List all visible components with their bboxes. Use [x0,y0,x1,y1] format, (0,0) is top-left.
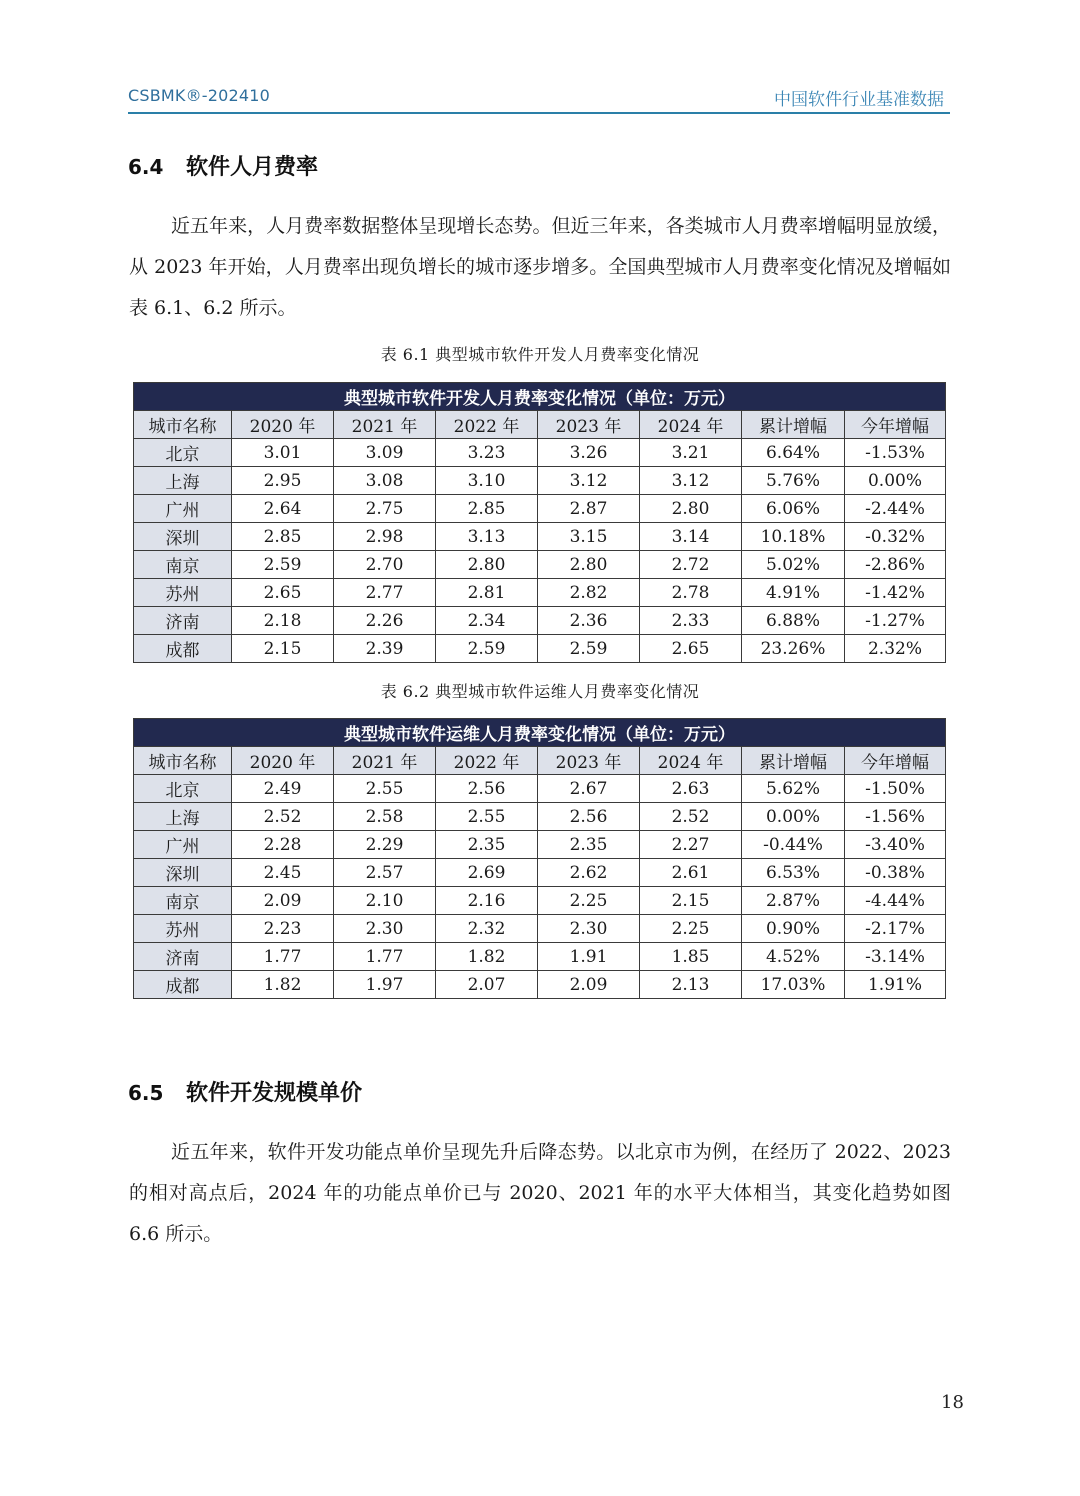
city-cell: 南京 [134,551,232,579]
city-cell: 苏州 [134,915,232,943]
value-cell: -1.56% [845,803,946,831]
value-cell: 2.58 [334,803,436,831]
value-cell: 2.25 [538,887,640,915]
value-cell: 2.87% [742,887,845,915]
value-cell: -0.32% [845,523,946,551]
value-cell: 4.91% [742,579,845,607]
value-cell: 2.18 [232,607,334,635]
table-row [134,635,946,663]
value-cell: 6.53% [742,859,845,887]
value-cell: 2.56 [436,775,538,803]
column-header: 累计增幅 [742,411,845,439]
table-row [134,831,946,859]
value-cell: 5.02% [742,551,845,579]
value-cell: 3.12 [538,467,640,495]
value-cell: -3.14% [845,943,946,971]
table-row [134,775,946,803]
column-header: 2022 年 [436,747,538,775]
value-cell: 2.34 [436,607,538,635]
value-cell: -1.27% [845,607,946,635]
table-row [134,439,946,467]
city-cell: 广州 [134,831,232,859]
city-cell: 北京 [134,775,232,803]
value-cell: 6.64% [742,439,845,467]
value-cell: -3.40% [845,831,946,859]
value-cell: 2.65 [232,579,334,607]
value-cell: 2.80 [640,495,742,523]
value-cell: 2.81 [436,579,538,607]
value-cell: 2.70 [334,551,436,579]
value-cell: 0.90% [742,915,845,943]
value-cell: -0.44% [742,831,845,859]
value-cell: 2.27 [640,831,742,859]
header-report-title: 中国软件行业基准数据 [774,90,944,110]
city-cell: 济南 [134,607,232,635]
value-cell: 3.10 [436,467,538,495]
section-title: 软件人月费率 [186,155,319,180]
table-6-1 [133,382,946,663]
value-cell: 2.55 [436,803,538,831]
value-cell: 2.77 [334,579,436,607]
column-header: 2023 年 [538,411,640,439]
value-cell: 0.00% [742,803,845,831]
value-cell: 2.30 [334,915,436,943]
table-row [134,943,946,971]
value-cell: -4.44% [845,887,946,915]
table-row [134,859,946,887]
value-cell: 3.14 [640,523,742,551]
table-6-1-caption: 表 6.1 典型城市软件开发人月费率变化情况 [380,345,700,364]
value-cell: 4.52% [742,943,845,971]
value-cell: 3.09 [334,439,436,467]
value-cell: 2.59 [538,635,640,663]
table-row [134,971,946,999]
value-cell: 3.26 [538,439,640,467]
page-number: 18 [941,1392,964,1413]
value-cell: 2.23 [232,915,334,943]
city-cell: 苏州 [134,579,232,607]
value-cell: 6.06% [742,495,845,523]
value-cell: 3.13 [436,523,538,551]
value-cell: 2.26 [334,607,436,635]
value-cell: 1.82 [232,971,334,999]
value-cell: 2.80 [436,551,538,579]
value-cell: 2.72 [640,551,742,579]
value-cell: 3.21 [640,439,742,467]
value-cell: 2.07 [436,971,538,999]
city-cell: 北京 [134,439,232,467]
value-cell: 2.45 [232,859,334,887]
value-cell: 2.69 [436,859,538,887]
column-header: 累计增幅 [742,747,845,775]
header-report-code: CSBMK®-202410 [128,86,271,105]
section-number: 6.4 [128,155,164,179]
value-cell: 5.76% [742,467,845,495]
city-cell: 上海 [134,803,232,831]
value-cell: 2.98 [334,523,436,551]
table-row [134,523,946,551]
value-cell: 6.88% [742,607,845,635]
city-cell: 成都 [134,971,232,999]
city-cell: 上海 [134,467,232,495]
column-header: 2024 年 [640,411,742,439]
column-header: 2023 年 [538,747,640,775]
value-cell: 2.09 [538,971,640,999]
value-cell: -0.38% [845,859,946,887]
value-cell: 2.36 [538,607,640,635]
value-cell: 2.56 [538,803,640,831]
value-cell: 2.10 [334,887,436,915]
value-cell: 2.63 [640,775,742,803]
value-cell: 2.30 [538,915,640,943]
value-cell: 1.77 [334,943,436,971]
value-cell: 2.13 [640,971,742,999]
value-cell: 2.25 [640,915,742,943]
value-cell: 2.62 [538,859,640,887]
value-cell: 2.55 [334,775,436,803]
value-cell: 2.78 [640,579,742,607]
value-cell: 1.82 [436,943,538,971]
value-cell: 2.80 [538,551,640,579]
value-cell: 2.85 [232,523,334,551]
value-cell: 2.64 [232,495,334,523]
value-cell: 17.03% [742,971,845,999]
column-header: 2021 年 [334,411,436,439]
value-cell: 3.15 [538,523,640,551]
column-header: 2020 年 [232,747,334,775]
value-cell: 5.62% [742,775,845,803]
value-cell: -1.53% [845,439,946,467]
city-cell: 深圳 [134,859,232,887]
column-header: 城市名称 [134,411,232,439]
value-cell: 2.39 [334,635,436,663]
city-cell: 南京 [134,887,232,915]
column-header: 2021 年 [334,747,436,775]
value-cell: 2.35 [436,831,538,859]
value-cell: 1.77 [232,943,334,971]
column-header: 今年增幅 [845,747,946,775]
section-6-5-paragraph: 近五年来，软件开发功能点单价呈现先升后降态势。以北京市为例，在经历了 2022、2023 的相对高点后，2024 年的功能点单价已与 2020、2021 年的水平大体相当，其变化趋势如图 6.6 所示。 [129,1141,951,1245]
table-row [134,579,946,607]
value-cell: 1.85 [640,943,742,971]
table-row [134,803,946,831]
value-cell: 2.87 [538,495,640,523]
city-cell: 成都 [134,635,232,663]
column-header: 2024 年 [640,747,742,775]
value-cell: 2.52 [640,803,742,831]
column-header: 今年增幅 [845,411,946,439]
value-cell: 2.28 [232,831,334,859]
table-title: 典型城市软件开发人月费率变化情况（单位：万元） [134,383,946,411]
value-cell: 1.97 [334,971,436,999]
table-row [134,887,946,915]
value-cell: 3.12 [640,467,742,495]
value-cell: 2.16 [436,887,538,915]
value-cell: 3.23 [436,439,538,467]
value-cell: 1.91% [845,971,946,999]
value-cell: 0.00% [845,467,946,495]
value-cell: 3.01 [232,439,334,467]
value-cell: -2.17% [845,915,946,943]
value-cell: 2.52 [232,803,334,831]
value-cell: 2.59 [232,551,334,579]
value-cell: 2.65 [640,635,742,663]
value-cell: 2.59 [436,635,538,663]
value-cell: -2.44% [845,495,946,523]
value-cell: -1.42% [845,579,946,607]
section-heading-6-5 [128,1076,362,1107]
value-cell: 2.75 [334,495,436,523]
section-heading-6-4 [128,150,318,181]
value-cell: 23.26% [742,635,845,663]
value-cell: 1.91 [538,943,640,971]
section-6-4-paragraph: 近五年来，人月费率数据整体呈现增长态势。但近三年来，各类城市人月费率增幅明显放缓，从 2023 年开始，人月费率出现负增长的城市逐步增多。全国典型城市人月费率变化情况及增幅如表 6.1、6.2 所示。 [129,215,951,319]
table-row [134,467,946,495]
city-cell: 济南 [134,943,232,971]
value-cell: 2.32% [845,635,946,663]
section-title: 软件开发规模单价 [186,1081,363,1106]
value-cell: 2.35 [538,831,640,859]
table-6-2-caption: 表 6.2 典型城市软件运维人月费率变化情况 [380,682,700,701]
value-cell: -2.86% [845,551,946,579]
table-row [134,607,946,635]
column-header: 2020 年 [232,411,334,439]
table-row [134,915,946,943]
value-cell: 2.67 [538,775,640,803]
page-header [128,86,950,114]
table-row [134,495,946,523]
value-cell: 3.08 [334,467,436,495]
value-cell: 2.33 [640,607,742,635]
table-6-2 [133,718,946,999]
value-cell: 10.18% [742,523,845,551]
city-cell: 广州 [134,495,232,523]
city-cell: 深圳 [134,523,232,551]
value-cell: 2.15 [640,887,742,915]
value-cell: 2.82 [538,579,640,607]
table-row [134,551,946,579]
value-cell: 2.95 [232,467,334,495]
column-header: 城市名称 [134,747,232,775]
value-cell: -1.50% [845,775,946,803]
value-cell: 2.49 [232,775,334,803]
section-number: 6.5 [128,1081,164,1105]
value-cell: 2.29 [334,831,436,859]
column-header: 2022 年 [436,411,538,439]
value-cell: 2.15 [232,635,334,663]
value-cell: 2.32 [436,915,538,943]
value-cell: 2.85 [436,495,538,523]
value-cell: 2.57 [334,859,436,887]
table-title: 典型城市软件运维人月费率变化情况（单位：万元） [134,719,946,747]
value-cell: 2.61 [640,859,742,887]
value-cell: 2.09 [232,887,334,915]
